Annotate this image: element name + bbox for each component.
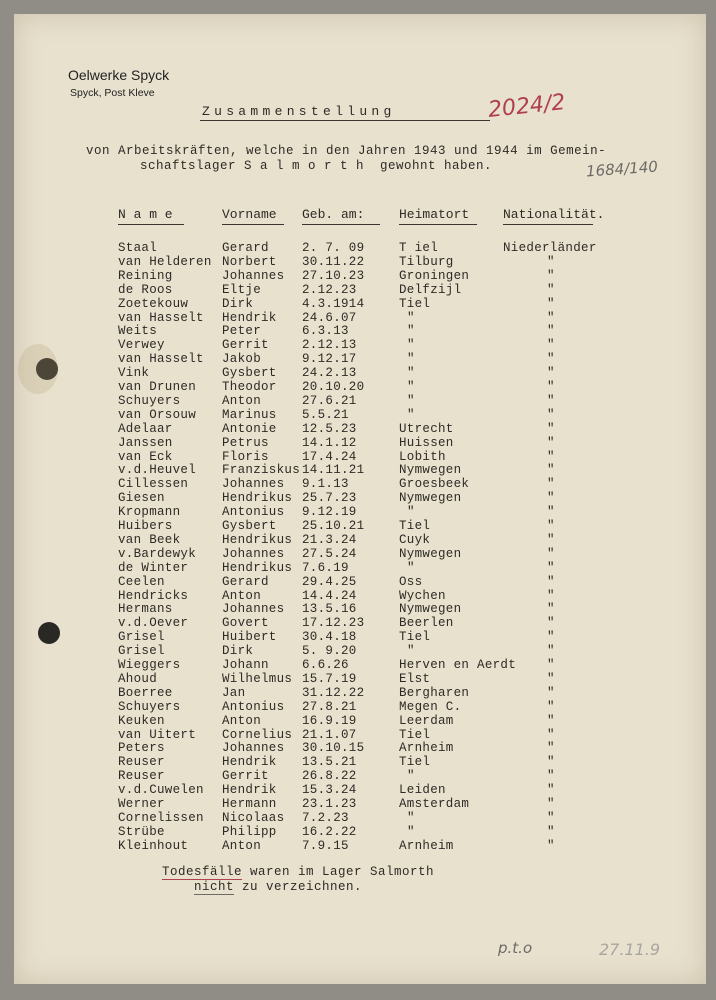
cell-heimatort: Herven en Aerdt — [399, 658, 517, 672]
cell-vorname: Jakob — [222, 352, 262, 367]
header-nationalitaet-underline — [503, 224, 593, 225]
header-heimatort: Heimatort — [399, 207, 470, 222]
cell-vorname: Anton — [222, 838, 262, 853]
cell-geburtsdatum: 25.7.23 — [302, 491, 357, 506]
cell-nationalitaet: " — [547, 310, 555, 325]
cell-geburtsdatum: 31.12.22 — [302, 685, 365, 700]
cell-geburtsdatum: 6.3.13 — [302, 324, 349, 339]
cell-vorname: Antonie — [222, 421, 277, 436]
cell-geburtsdatum: 25.10.21 — [302, 519, 365, 533]
cell-nationalitaet: " — [547, 810, 555, 825]
cell-heimatort: Oss — [399, 574, 423, 589]
cell-nationalitaet: " — [547, 783, 555, 798]
cell-heimatort: Nymwegen — [399, 463, 462, 478]
cell-nationalitaet: " — [547, 324, 555, 339]
cell-vorname: Marinus — [222, 407, 277, 422]
cell-heimatort: Utrecht — [399, 421, 454, 436]
cell-name: Huibers — [118, 519, 173, 533]
cell-nationalitaet: " — [547, 477, 555, 492]
cell-name: van Drunen — [118, 380, 197, 394]
cell-geburtsdatum: 27.8.21 — [302, 699, 357, 714]
footer-line-2 — [194, 880, 362, 894]
cell-nationalitaet: " — [547, 588, 555, 603]
cell-vorname: Johannes — [222, 546, 285, 561]
cell-heimatort: Huissen — [399, 435, 454, 450]
cell-geburtsdatum: 5.5.21 — [302, 407, 349, 422]
cell-heimatort: Leiden — [399, 783, 446, 798]
cell-name: Kropmann — [118, 505, 181, 520]
header-nationalitaet: Nationalität. — [503, 207, 605, 222]
cell-heimatort: Tiel — [399, 630, 431, 645]
cell-geburtsdatum: 14.4.24 — [302, 588, 357, 603]
cell-nationalitaet: " — [547, 519, 555, 533]
cell-nationalitaet: " — [547, 393, 555, 408]
cell-vorname: Johann — [222, 658, 269, 672]
cell-nationalitaet: " — [547, 797, 555, 811]
header-vorname: Vorname — [222, 207, 277, 222]
cell-geburtsdatum: 30.4.18 — [302, 630, 357, 645]
cell-heimatort: Cuyk — [399, 532, 431, 547]
cell-geburtsdatum: 17.4.24 — [302, 449, 357, 464]
cell-heimatort: Delfzijl — [399, 282, 462, 297]
cell-geburtsdatum: 9.1.13 — [302, 477, 349, 492]
cell-geburtsdatum: 20.10.20 — [302, 380, 365, 394]
cell-nationalitaet: " — [547, 491, 555, 506]
cell-vorname: Dirk — [222, 644, 254, 659]
cell-name: Zoetekouw — [118, 296, 189, 311]
cell-nationalitaet: " — [547, 338, 555, 353]
cell-name: v.d.Heuvel — [118, 463, 197, 478]
cell-vorname: Theodor — [222, 380, 277, 394]
cell-heimatort: Megen C. — [399, 699, 462, 714]
cell-vorname: Jan — [222, 685, 246, 700]
cell-vorname: Gerard — [222, 574, 269, 589]
cell-geburtsdatum: 9.12.17 — [302, 352, 357, 367]
intro-line-1: von Arbeitskräften, welche in den Jahren 1943 und 1944 im Gemein- — [86, 144, 607, 158]
cell-heimatort: Lobith — [399, 449, 446, 464]
company-address: Spyck, Post Kleve — [70, 87, 155, 99]
cell-nationalitaet: " — [547, 824, 555, 839]
cell-vorname: Johannes — [222, 602, 285, 617]
footer-deaths-word: Todesfälle — [162, 865, 243, 879]
cell-nationalitaet: " — [547, 296, 555, 311]
cell-geburtsdatum: 2. 7. 09 — [302, 241, 365, 255]
cell-vorname: Anton — [222, 588, 262, 603]
cell-name: van Helderen — [118, 254, 212, 269]
header-geb: Geb. am: — [302, 207, 365, 222]
cell-vorname: Eltje — [222, 282, 262, 297]
cell-name: Grisel — [118, 644, 165, 659]
cell-name: Staal — [118, 241, 158, 255]
cell-nationalitaet: " — [547, 366, 555, 381]
cell-name: Schuyers — [118, 699, 181, 714]
cell-nationalitaet: " — [547, 727, 555, 742]
cell-heimatort: Bergharen — [399, 685, 470, 700]
cell-nationalitaet: " — [547, 769, 555, 784]
cell-heimatort: Nymwegen — [399, 602, 462, 617]
header-name: N a m e — [118, 207, 173, 222]
header-name-underline — [118, 224, 184, 225]
cell-vorname: Cornelius — [222, 727, 293, 742]
cell-heimatort: " — [407, 769, 415, 784]
cell-geburtsdatum: 4.3.1914 — [302, 296, 365, 311]
cell-name: Adelaar — [118, 421, 173, 436]
cell-heimatort: Arnheim — [399, 838, 454, 853]
cell-heimatort: Wychen — [399, 588, 446, 603]
cell-nationalitaet: " — [547, 268, 555, 283]
cell-heimatort: Amsterdam — [399, 797, 470, 811]
cell-heimatort: " — [407, 560, 415, 575]
cell-geburtsdatum: 13.5.21 — [302, 755, 357, 770]
cell-vorname: Hendrik — [222, 755, 277, 770]
cell-nationalitaet: " — [547, 741, 555, 756]
cell-vorname: Antonius — [222, 505, 285, 520]
cell-name: Verwey — [118, 338, 165, 353]
cell-nationalitaet: " — [547, 560, 555, 575]
cell-geburtsdatum: 16.9.19 — [302, 713, 357, 728]
cell-nationalitaet: " — [547, 685, 555, 700]
cell-heimatort: " — [407, 366, 415, 381]
cell-geburtsdatum: 30.10.15 — [302, 741, 365, 756]
cell-vorname: Johannes — [222, 477, 285, 492]
cell-vorname: Petrus — [222, 435, 269, 450]
cell-nationalitaet: " — [547, 435, 555, 450]
cell-vorname: Hendrikus — [222, 532, 293, 547]
cell-nationalitaet: " — [547, 755, 555, 770]
cell-name: de Winter — [118, 560, 189, 575]
cell-name: Schuyers — [118, 393, 181, 408]
header-heimatort-underline — [399, 224, 477, 225]
cell-vorname: Philipp — [222, 824, 277, 839]
cell-heimatort: Leerdam — [399, 713, 454, 728]
cell-nationalitaet: Niederländer — [503, 241, 597, 255]
header-vorname-underline — [222, 224, 284, 225]
cell-heimatort: " — [407, 644, 415, 659]
cell-nationalitaet: " — [547, 532, 555, 547]
cell-heimatort: Nymwegen — [399, 491, 462, 506]
cell-name: Giesen — [118, 491, 165, 506]
footer-line-1 — [162, 865, 434, 879]
cell-name: van Orsouw — [118, 407, 197, 422]
cell-heimatort: Beerlen — [399, 616, 454, 631]
cell-heimatort: Tiel — [399, 296, 431, 311]
cell-name: Werner — [118, 797, 165, 811]
cell-name: Reuser — [118, 755, 165, 770]
cell-name: Hermans — [118, 602, 173, 617]
cell-geburtsdatum: 17.12.23 — [302, 616, 365, 631]
cell-geburtsdatum: 15.3.24 — [302, 783, 357, 798]
cell-nationalitaet: " — [547, 630, 555, 645]
cell-heimatort: " — [407, 810, 415, 825]
header-geb-underline — [302, 224, 380, 225]
cell-name: Vink — [118, 366, 150, 381]
cell-name: Boerree — [118, 685, 173, 700]
cell-vorname: Antonius — [222, 699, 285, 714]
cell-geburtsdatum: 5. 9.20 — [302, 644, 357, 659]
intro-line-2: schaftslager S a l m o r t h gewohnt haben. — [140, 159, 493, 173]
cell-geburtsdatum: 12.5.23 — [302, 421, 357, 436]
cell-name: van Uitert — [118, 727, 197, 742]
cell-nationalitaet: " — [547, 352, 555, 367]
cell-name: Kleinhout — [118, 838, 189, 853]
cell-vorname: Gerrit — [222, 769, 269, 784]
cell-name: Cillessen — [118, 477, 189, 492]
cell-geburtsdatum: 16.2.22 — [302, 824, 357, 839]
title-underline — [200, 120, 490, 121]
document-page — [14, 14, 706, 984]
cell-nationalitaet: " — [547, 449, 555, 464]
cell-nationalitaet: " — [547, 407, 555, 422]
cell-nationalitaet: " — [547, 254, 555, 269]
footer-line-2-rest: zu verzeichnen. — [234, 880, 363, 894]
cell-geburtsdatum: 6.6.26 — [302, 658, 349, 672]
cell-vorname: Dirk — [222, 296, 254, 311]
cell-geburtsdatum: 21.3.24 — [302, 532, 357, 547]
company-name: Oelwerke Spyck — [68, 67, 170, 83]
cell-geburtsdatum: 15.7.19 — [302, 671, 357, 686]
cell-vorname: Gysbert — [222, 366, 277, 381]
cell-heimatort: Tilburg — [399, 254, 454, 269]
cell-geburtsdatum: 27.6.21 — [302, 393, 357, 408]
cell-geburtsdatum: 7.9.15 — [302, 838, 349, 853]
date-note: 27.11.9 — [599, 940, 661, 959]
cell-name: de Roos — [118, 282, 173, 297]
cell-name: Weits — [118, 324, 158, 339]
cell-geburtsdatum: 14.11.21 — [302, 463, 365, 478]
cell-name: Reining — [118, 268, 173, 283]
cell-nationalitaet: " — [547, 713, 555, 728]
cell-geburtsdatum: 26.8.22 — [302, 769, 357, 784]
cell-heimatort: " — [407, 407, 415, 422]
cell-name: Hendricks — [118, 588, 189, 603]
cell-vorname: Hendrik — [222, 310, 277, 325]
cell-name: Wieggers — [118, 658, 181, 672]
cell-nationalitaet: " — [547, 658, 555, 672]
cell-geburtsdatum: 24.2.13 — [302, 366, 357, 381]
cell-heimatort: " — [407, 380, 415, 394]
cell-geburtsdatum: 21.1.07 — [302, 727, 357, 742]
cell-heimatort: " — [407, 505, 415, 520]
cell-name: Grisel — [118, 630, 165, 645]
cell-heimatort: " — [407, 324, 415, 339]
cell-vorname: Gysbert — [222, 519, 277, 533]
cell-vorname: Hendrik — [222, 783, 277, 798]
cell-nationalitaet: " — [547, 505, 555, 520]
cell-geburtsdatum: 27.5.24 — [302, 546, 357, 561]
red-annotation: 2024/2 — [486, 90, 567, 123]
cell-vorname: Huibert — [222, 630, 277, 645]
cell-heimatort: Groningen — [399, 268, 470, 283]
cell-name: Janssen — [118, 435, 173, 450]
cell-vorname: Floris — [222, 449, 269, 464]
rust-ring — [18, 344, 58, 394]
page-title: Zusammenstellung — [202, 104, 396, 119]
cell-name: Keuken — [118, 713, 165, 728]
cell-vorname: Govert — [222, 616, 269, 631]
cell-vorname: Gerrit — [222, 338, 269, 353]
cell-nationalitaet: " — [547, 616, 555, 631]
cell-vorname: Hermann — [222, 797, 277, 811]
footer-nicht-word: nicht — [194, 880, 235, 894]
cell-nationalitaet: " — [547, 463, 555, 478]
punch-hole-bottom — [38, 622, 60, 644]
cell-geburtsdatum: 2.12.13 — [302, 338, 357, 353]
cell-nationalitaet: " — [547, 282, 555, 297]
cell-geburtsdatum: 9.12.19 — [302, 505, 357, 520]
cell-vorname: Hendrikus — [222, 560, 293, 575]
cell-vorname: Johannes — [222, 268, 285, 283]
cell-name: Ceelen — [118, 574, 165, 589]
cell-name: v.d.Cuwelen — [118, 783, 204, 798]
cell-geburtsdatum: 7.6.19 — [302, 560, 349, 575]
cell-name: Cornelissen — [118, 810, 204, 825]
cell-geburtsdatum: 30.11.22 — [302, 254, 365, 269]
cell-heimatort: Nymwegen — [399, 546, 462, 561]
cell-name: van Eck — [118, 449, 173, 464]
pto-note: p.t.o — [498, 939, 533, 957]
cell-nationalitaet: " — [547, 699, 555, 714]
cell-heimatort: Tiel — [399, 755, 431, 770]
cell-heimatort: T iel — [399, 241, 439, 255]
cell-vorname: Hendrikus — [222, 491, 293, 506]
cell-heimatort: Tiel — [399, 727, 431, 742]
cell-nationalitaet: " — [547, 602, 555, 617]
cell-name: van Beek — [118, 532, 181, 547]
cell-geburtsdatum: 7.2.23 — [302, 810, 349, 825]
cell-name: v.Bardewyk — [118, 546, 197, 561]
cell-geburtsdatum: 24.6.07 — [302, 310, 357, 325]
cell-geburtsdatum: 23.1.23 — [302, 797, 357, 811]
cell-vorname: Anton — [222, 393, 262, 408]
cell-name: v.d.Oever — [118, 616, 189, 631]
cell-vorname: Anton — [222, 713, 262, 728]
cell-nationalitaet: " — [547, 546, 555, 561]
cell-geburtsdatum: 27.10.23 — [302, 268, 365, 283]
cell-nationalitaet: " — [547, 671, 555, 686]
cell-name: Peters — [118, 741, 165, 756]
cell-nationalitaet: " — [547, 574, 555, 589]
cell-nationalitaet: " — [547, 380, 555, 394]
cell-name: Reuser — [118, 769, 165, 784]
cell-nationalitaet: " — [547, 644, 555, 659]
cell-heimatort: Tiel — [399, 519, 431, 533]
cell-geburtsdatum: 2.12.23 — [302, 282, 357, 297]
cell-vorname: Nicolaas — [222, 810, 285, 825]
cell-vorname: Franziskus — [222, 463, 301, 478]
cell-name: van Hasselt — [118, 352, 204, 367]
cell-name: Strübe — [118, 824, 165, 839]
cell-vorname: Johannes — [222, 741, 285, 756]
cell-name: Ahoud — [118, 671, 158, 686]
cell-heimatort: " — [407, 338, 415, 353]
cell-geburtsdatum: 14.1.12 — [302, 435, 357, 450]
cell-heimatort: Groesbeek — [399, 477, 470, 492]
cell-heimatort: " — [407, 393, 415, 408]
cell-heimatort: Elst — [399, 671, 431, 686]
footer-line-1-rest: waren im Lager Salmorth — [242, 865, 435, 879]
cell-heimatort: " — [407, 352, 415, 367]
cell-name: van Hasselt — [118, 310, 204, 325]
cell-vorname: Norbert — [222, 254, 277, 269]
cell-vorname: Gerard — [222, 241, 269, 255]
cell-geburtsdatum: 29.4.25 — [302, 574, 357, 589]
cell-nationalitaet: " — [547, 421, 555, 436]
cell-vorname: Peter — [222, 324, 262, 339]
cell-vorname: Wilhelmus — [222, 671, 293, 686]
cell-heimatort: " — [407, 824, 415, 839]
cell-geburtsdatum: 13.5.16 — [302, 602, 357, 617]
cell-heimatort: Arnheim — [399, 741, 454, 756]
cell-heimatort: " — [407, 310, 415, 325]
pencil-number: 1684/140 — [585, 157, 659, 181]
cell-nationalitaet: " — [547, 838, 555, 853]
